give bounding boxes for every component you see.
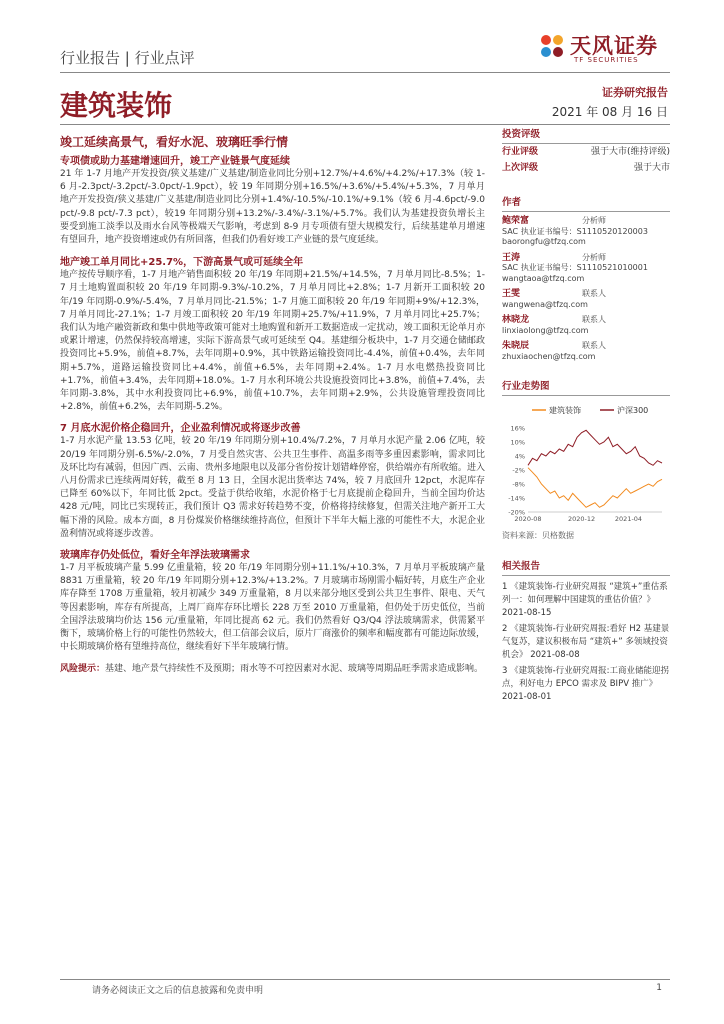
author-email[interactable]: wangtaoa@tfzq.com [502, 273, 585, 283]
y-tick-label: 16% [510, 424, 525, 433]
rating-value: 强于大市 [633, 163, 670, 173]
rating-heading: 投资评级 [502, 124, 670, 144]
author-role: 联系人 [582, 315, 606, 324]
section-real-estate [60, 256, 485, 414]
author-entry [502, 289, 670, 310]
report-date: 2021 年 08 月 16 日 [551, 105, 668, 119]
rating-value: 强于大市(维持评级) [590, 147, 670, 157]
related-reports [502, 556, 670, 704]
section-paragraph: 21 年 1-7 月地产开发投资/狭义基建/广义基建/制造业同比分别+12.7%/+4.6%/+4.2%/+17.3%（较 1-6 月-2.3pct/-3.2pct/-3.0pct/-1.9pct），较 19 年同期分别+16.5%/+3.6%/+5.4%/+5.3%，7 月单月地产开发投资/狭义基建/广义基建/制造业同比分别+1.4%/-10.5%/-10.1%/+9.1%（较 6 月-4.6pct/-9.0 pct/-9.8 pct/-7.3 pct），较19 年同期分别+13.2%/-3.4%/-3.1%/+5.7%。我们认为基建投资负增长主要受到施工淡季以及雨水台风等极端天气影响，考虑到 8-9 月专项债有望大规模发行，后续基建单月增速有望回升，地产投资增速或仍有所回落，但我们仍看好竣工产业链的景气度延续。 [60, 169, 485, 246]
section-title: 地产竣工单月同比+25.7%，下游高景气或可延续全年 [60, 257, 304, 269]
rating-label: 行业评级 [502, 147, 539, 157]
section-title: 专项债或助力基建增速回升，竣工产业链景气度延续 [60, 156, 290, 167]
author-email[interactable]: linxiaolong@tfzq.com [502, 325, 589, 335]
author-email[interactable]: baorongfu@tfzq.com [502, 237, 586, 246]
x-tick-label: 2020-12 [568, 515, 596, 523]
risk-warning [60, 663, 485, 676]
section-cement [60, 422, 485, 541]
legend-label: 建筑装饰 [549, 406, 581, 415]
rating-row [502, 144, 670, 160]
trend-chart [502, 398, 670, 526]
page-number: 1 [656, 983, 662, 993]
y-tick-label: 4% [514, 452, 525, 461]
y-tick-label: -20% [508, 508, 525, 517]
author-name: 林晓龙 [502, 315, 530, 325]
related-report-item[interactable]: 1 《建筑装饰-行业研究周报 “建筑+”重估系列一：如何理解中国建筑的重估价值？》 2021-08-15 [502, 582, 668, 618]
author-email[interactable]: zhuxiaochen@tfzq.com [502, 351, 596, 361]
section-paragraph: 地产按传导顺序看，1-7 月地产销售面积较 20 年/19 年同期+21.5%/+14.5%，7 月单月同比-8.5%；1-7 月土地购置面积较 20 年/19 年同期-9.3%/-10.2%，7 月单月同比+2.8%；1-7 月新开工面积较 20 年/19 年同期-0.9%/-5.4%，7 月单月同比-21.5%；1-7 月施工面积较 20 年/19 年同期+9%/+12.3%，7 月单月同比-27.1%；1-7 月竣工面积较 20 年/19 年同期+25.7%/+11.9%，7 月单月同比+25.7%；我们认为地产融资新政和集中供地等政策可能对土地购置和新开工数据造成一定扰动，竣工面积无论单月亦或累计增速，仍然保持较高增速，实际下游高景气或可延续至 Q4。基建细分板块中，1-7 月交通仓储邮政投资同比+5.9%，前值+8.7%，去年同期+0.9%，其中铁路运输投资同比-4.4%，前值+0.4%，去年同期+5.7%，道路运输投资同比+4.4%，前值+6.5%，去年同期+2.4%。1-7 月水电燃热投资同比+1.7%，前值+3.4%，去年同期+18.0%。1-7 月水利环境公共设施投资同比+3.8%，前值+7.4%，去年同期-3.8%，其中水利投资同比+6.9%，前值+10.7%，去年同期+2.9%，公共设施管理投资同比+2.8%，前值+6.2%，去年同期-5.2%。 [60, 270, 485, 413]
logo-mark-icon [538, 32, 566, 60]
company-logo [538, 30, 668, 70]
author-role: 分析师 [582, 252, 606, 262]
section-paragraph: 1-7 月平板玻璃产量 5.99 亿重量箱，较 20 年/19 年同期分别+11.1%/+10.3%，7 月单月平板玻璃产量 8831 万重量箱，较 20 年/19 年同期分别+12.3%/+13.2%。7 月玻璃市场刚需小幅好转，月底生产企业库存降至 1708 万重量箱，较月初减少 349 万重量箱，8 月以来部分地区受到公共卫生事件、限电、天气等因素影响，库存有所提高，上周厂商库存环比增长 228 万至 2010 万重量箱，但仍处于历史低位，当前全国浮法玻璃均价达 156 元/重量箱，年同比提高 62 元。我们仍然看好 Q3/Q4 浮法玻璃需求，供需紧平衡下，玻璃价格上行的可能性仍然较大，但工信部会议后，原片厂商涨价的频率和幅度都有可能边际放缓，中长期玻璃价格有望维持高位，继续看好下半年玻璃行情。 [60, 563, 485, 653]
y-tick-label: 10% [510, 438, 525, 447]
author-role: 联系人 [582, 341, 606, 350]
report-type: 证券研究报告 [602, 86, 668, 99]
y-tick-label: -8% [512, 480, 525, 489]
section-title: 7 月底水泥价格企稳回升，企业盈利情况或将逐步改善 [60, 423, 301, 435]
author-entry [502, 253, 670, 285]
main-content [60, 133, 485, 676]
author-name: 鲍荣富 [502, 216, 530, 226]
author-entry [502, 216, 670, 248]
trend-chart-svg [502, 398, 670, 526]
rating-row [502, 160, 670, 176]
header-divider [60, 72, 670, 73]
industry-title: 建筑装饰 [60, 89, 173, 122]
trend-heading: 行业走势图 [502, 376, 670, 396]
chart-source: 资料来源：贝格数据 [502, 531, 574, 540]
author-entry [502, 315, 670, 336]
author-name: 朱晓辰 [502, 341, 530, 351]
author-name: 王涛 [502, 252, 521, 263]
author-role: 联系人 [582, 289, 606, 298]
author-cert: SAC 执业证书编号：S1110520120003 [502, 226, 648, 236]
author-email[interactable]: wangwena@tfzq.com [502, 299, 588, 309]
y-tick-label: -2% [512, 466, 525, 475]
footer-divider [60, 979, 670, 980]
y-tick-label: -14% [508, 494, 525, 503]
x-tick-label: 2021-04 [614, 515, 643, 523]
legend-label: 沪深300 [617, 406, 649, 415]
author-cert: SAC 执业证书编号：S1110521010001 [502, 263, 648, 272]
x-tick-label: 2020-08 [514, 515, 542, 523]
related-heading: 相关报告 [502, 556, 670, 576]
section-glass [60, 549, 485, 654]
author-name: 王雯 [502, 289, 521, 299]
series-line [528, 430, 662, 465]
section-title: 玻璃库存仍处低位，看好全年浮法玻璃需求 [60, 550, 250, 562]
logo-subtext: TF SECURITIES [574, 56, 639, 64]
report-category-tag: 行业报告 | 行业点评 [60, 49, 195, 67]
risk-label: 风险提示： [60, 663, 106, 674]
series-line [528, 468, 662, 508]
authors-heading: 作者 [502, 192, 670, 212]
logo-text: 天风证券 [570, 34, 658, 58]
rating-label: 上次评级 [502, 163, 539, 173]
author-entry [502, 341, 670, 362]
author-role: 分析师 [582, 216, 606, 225]
risk-text: 基建、地产景气持续性不及预期；雨水等不可控因素对水泥、玻璃等周期品旺季需求造成影响。 [105, 663, 484, 674]
related-report-item[interactable]: 3 《建筑装饰-行业研究周报:工商业储能迎拐点，利好电力 EPCO 需求及 BIPV 推广》 2021-08-01 [502, 666, 670, 702]
section-infrastructure [60, 155, 485, 247]
sidebar [502, 124, 670, 396]
section-paragraph: 1-7 月水泥产量 13.53 亿吨，较 20 年/19 年同期分别+10.4%/7.2%，7 月单月水泥产量 2.06 亿吨，较 20/19 年同期分别-6.5%/-2.0%，7 月受自然灾害、公共卫生事件、高温多雨等多重因素影响，需求同比及环比均有减弱，但因广西、云南、贵州多地限电以及部分省份按计划错峰停窑，供给端亦有所收缩。进入八月份需求已连续两周好转，截至 8 月 13 日，全国水泥出货率达 74%，较 7 月底回升 12pct，水泥库存已降至 60%以下，年同比低 2pct。受益于供给收缩，水泥价格于七月底提前企稳回升，当前全国均价达 428 元/吨，同比已实现转正，我们预计 Q3 需求好转趋势不变，价格将持续修复，但需关注地产新开工大幅下滑的风险。成本方面，8 月份煤炭价格继续维持高位，但预计下半年大幅上涨的可能性不大，水泥企业盈利情况或将逐步改善。 [60, 436, 485, 539]
related-report-item[interactable]: 2 《建筑装饰-行业研究周报:看好 H2 基建景气复苏，建议积极布局 “建筑+” 多领域投资机会》 2021-08-08 [502, 624, 670, 660]
footer-disclaimer: 请务必阅读正文之后的信息披露和免责申明 [92, 986, 264, 996]
headline: 竣工延续高景气，看好水泥、玻璃旺季行情 [60, 135, 289, 149]
